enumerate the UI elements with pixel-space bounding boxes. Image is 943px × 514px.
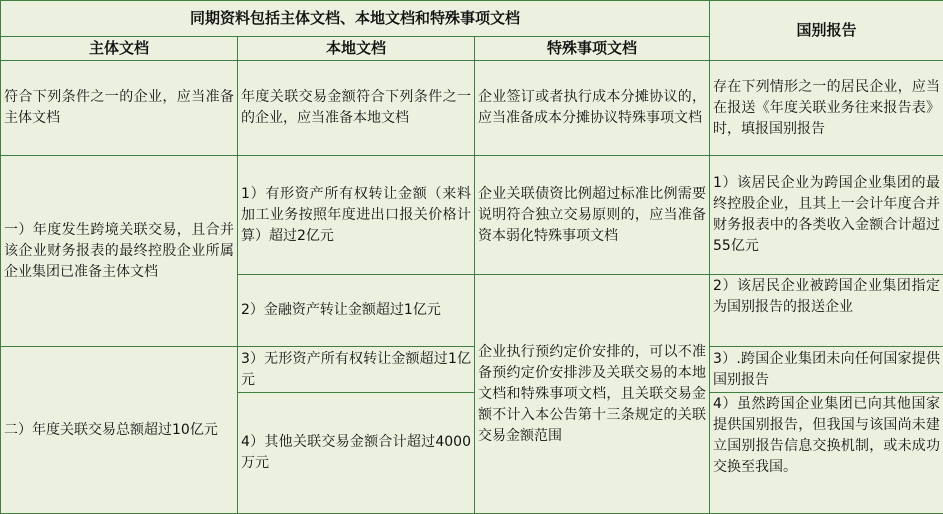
special-file-header: 特殊事项文档 <box>475 37 710 61</box>
master-item-2: 二）年度关联交易总额超过10亿元 <box>1 347 238 514</box>
local-item-2: 2）金融资产转让金额超过1亿元 <box>238 275 475 347</box>
local-item-3: 3）无形资产所有权转让金额超过1亿元 <box>238 347 475 393</box>
criteria-row-3 <box>1 347 943 393</box>
country-item-2: 2）该居民企业被跨国企业集团指定为国别报告的报送企业 <box>710 275 943 347</box>
header-row-1 <box>1 1 943 37</box>
country-item-4: 4）虽然跨国企业集团已向其他国家提供国别报告，但我国与该国尚未建立国别报告信息交换机制，或未成功交换至我国。 <box>710 393 943 514</box>
group-title: 同期资料包括主体文档、本地文档和特殊事项文档 <box>1 1 710 37</box>
local-item-1: 1）有形资产所有权转让金额（来料加工业务按照年度进出口报关价格计算）超过2亿元 <box>238 156 475 275</box>
master-condition: 符合下列条件之一的企业，应当准备主体文档 <box>1 61 238 156</box>
special-item-2: 企业执行预约定价安排的，可以不准备预约定价安排涉及关联交易的本地文档和特殊事项文档，且关联交易金额不计入本公告第十三条规定的关联交易金额范围 <box>475 275 710 514</box>
country-report-header: 国别报告 <box>710 1 943 61</box>
special-item-1: 企业关联债资比例超过标准比例需要说明符合独立交易原则的，应当准备资本弱化特殊事项文档 <box>475 156 710 275</box>
local-item-4: 4）其他关联交易金额合计超过4000万元 <box>238 393 475 514</box>
special-condition: 企业签订或者执行成本分摊协议的，应当准备成本分摊协议特殊事项文档 <box>475 61 710 156</box>
country-condition: 存在下列情形之一的居民企业，应当在报送《年度关联业务往来报告表》时，填报国别报告 <box>710 61 943 156</box>
criteria-row-1 <box>1 156 943 275</box>
local-condition: 年度关联交易金额符合下列条件之一的企业，应当准备本地文档 <box>238 61 475 156</box>
country-item-3: 3）.跨国企业集团未向任何国家提供国别报告 <box>710 347 943 393</box>
local-file-header: 本地文档 <box>238 37 475 61</box>
conditions-row <box>1 61 943 156</box>
master-item-1: 一）年度发生跨境关联交易，且合并该企业财务报表的最终控股企业所属企业集团已准备主体文档 <box>1 156 238 347</box>
country-item-1: 1）该居民企业为跨国企业集团的最终控股企业，且其上一会计年度合并财务报表中的各类收入金额合计超过55亿元 <box>710 156 943 275</box>
master-file-header: 主体文档 <box>1 37 238 61</box>
